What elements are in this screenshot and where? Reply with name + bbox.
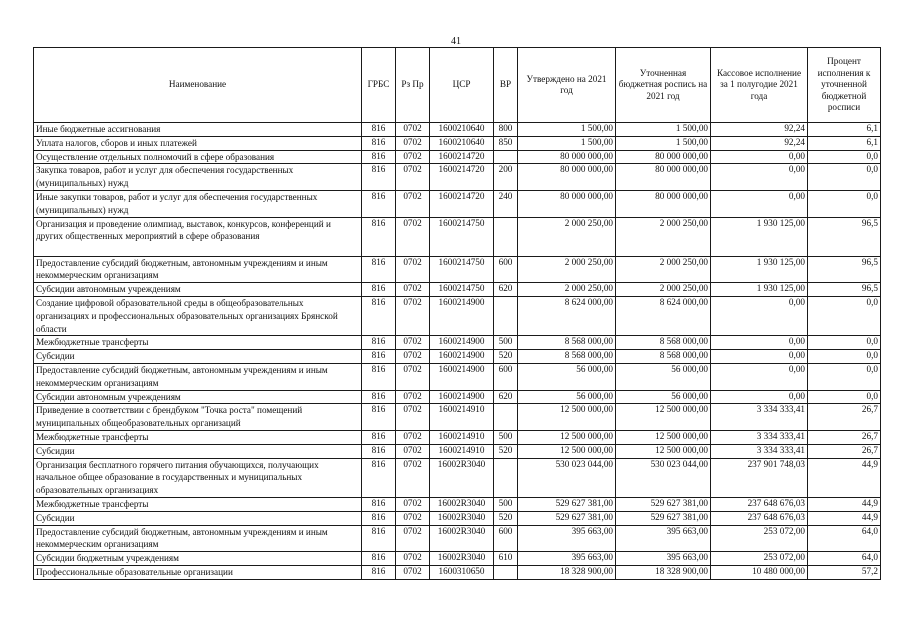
cell-executed: 10 480 000,00: [711, 565, 808, 579]
cell-csr: 16002R3040: [430, 552, 494, 566]
cell-percent: 44,9: [808, 458, 881, 497]
cell-rzpr: 0702: [396, 458, 430, 497]
cell-approved: 80 000 000,00: [518, 164, 616, 191]
cell-executed: 0,00: [711, 390, 808, 404]
cell-percent: 57,2: [808, 565, 881, 579]
cell-csr: 1600214900: [430, 336, 494, 350]
cell-revised: 395 663,00: [616, 552, 711, 566]
cell-percent: 44,9: [808, 511, 881, 525]
cell-executed: 253 072,00: [711, 552, 808, 566]
cell-vr: 520: [494, 350, 518, 364]
cell-csr: 1600214910: [430, 444, 494, 458]
cell-percent: 26,7: [808, 430, 881, 444]
cell-vr: [494, 565, 518, 579]
cell-vr: 620: [494, 390, 518, 404]
cell-rzpr: 0702: [396, 296, 430, 335]
cell-percent: 44,9: [808, 497, 881, 511]
cell-revised: 12 500 000,00: [616, 404, 711, 431]
cell-approved: 395 663,00: [518, 525, 616, 552]
cell-csr: 16002R3040: [430, 458, 494, 497]
cell-grbs: 816: [362, 296, 396, 335]
cell-approved: 12 500 000,00: [518, 430, 616, 444]
cell-csr: 1600210640: [430, 136, 494, 150]
cell-vr: 500: [494, 497, 518, 511]
cell-grbs: 816: [362, 150, 396, 164]
cell-rzpr: 0702: [396, 350, 430, 364]
cell-vr: [494, 217, 518, 256]
cell-percent: 96,5: [808, 283, 881, 297]
cell-grbs: 816: [362, 283, 396, 297]
cell-vr: 600: [494, 525, 518, 552]
cell-name: Приведение в соответствии с брендбуком "Точка роста" помещений муниципальных общеобразовательных организаций: [34, 404, 362, 431]
cell-revised: 8 624 000,00: [616, 296, 711, 335]
cell-csr: 1600310650: [430, 565, 494, 579]
cell-revised: 395 663,00: [616, 525, 711, 552]
cell-percent: 0,0: [808, 190, 881, 217]
table-row: [34, 444, 881, 458]
cell-approved: 2 000 250,00: [518, 217, 616, 256]
cell-name: Межбюджетные трансферты: [34, 430, 362, 444]
cell-approved: 18 328 900,00: [518, 565, 616, 579]
cell-approved: 530 023 044,00: [518, 458, 616, 497]
cell-revised: 56 000,00: [616, 363, 711, 390]
cell-grbs: 816: [362, 123, 396, 137]
cell-rzpr: 0702: [396, 404, 430, 431]
cell-percent: 64,0: [808, 525, 881, 552]
cell-rzpr: 0702: [396, 525, 430, 552]
cell-rzpr: 0702: [396, 363, 430, 390]
cell-executed: 3 334 333,41: [711, 444, 808, 458]
cell-approved: 1 500,00: [518, 123, 616, 137]
cell-vr: 500: [494, 336, 518, 350]
header-revised: Уточненная бюджетная роспись на 2021 год: [616, 48, 711, 123]
cell-csr: 1600214910: [430, 430, 494, 444]
cell-name: Предоставление субсидий бюджетным, автономным учреждениям и иным некоммерческим организациям: [34, 363, 362, 390]
cell-percent: 0,0: [808, 390, 881, 404]
cell-approved: 56 000,00: [518, 390, 616, 404]
cell-rzpr: 0702: [396, 430, 430, 444]
cell-rzpr: 0702: [396, 190, 430, 217]
cell-name: Межбюджетные трансферты: [34, 497, 362, 511]
cell-revised: 530 023 044,00: [616, 458, 711, 497]
cell-revised: 56 000,00: [616, 390, 711, 404]
cell-name: Субсидии: [34, 511, 362, 525]
cell-executed: 237 648 676,03: [711, 511, 808, 525]
table-row: [34, 123, 881, 137]
cell-grbs: 816: [362, 363, 396, 390]
cell-rzpr: 0702: [396, 150, 430, 164]
cell-csr: 1600214720: [430, 190, 494, 217]
cell-name: Субсидии автономным учреждениям: [34, 390, 362, 404]
cell-name: Субсидии: [34, 444, 362, 458]
cell-percent: 26,7: [808, 444, 881, 458]
header-percent: Процент исполнения к уточненной бюджетной росписи: [808, 48, 881, 123]
cell-name: Предоставление субсидий бюджетным, автономным учреждениям и иным некоммерческим организациям: [34, 525, 362, 552]
cell-rzpr: 0702: [396, 136, 430, 150]
cell-csr: 1600210640: [430, 123, 494, 137]
cell-name: Создание цифровой образовательной среды в общеобразовательных организациях и профессиональных образовательных организациях Брянской области: [34, 296, 362, 335]
cell-grbs: 816: [362, 390, 396, 404]
cell-revised: 8 568 000,00: [616, 350, 711, 364]
cell-executed: 0,00: [711, 150, 808, 164]
cell-percent: 0,0: [808, 336, 881, 350]
cell-revised: 12 500 000,00: [616, 430, 711, 444]
cell-name: Организация и проведение олимпиад, выставок, конкурсов, конференций и других общественных мероприятий в сфере образования: [34, 217, 362, 256]
cell-rzpr: 0702: [396, 283, 430, 297]
cell-executed: 3 334 333,41: [711, 430, 808, 444]
table-row: [34, 217, 881, 256]
cell-vr: 800: [494, 123, 518, 137]
cell-executed: 0,00: [711, 336, 808, 350]
cell-vr: 600: [494, 256, 518, 283]
cell-rzpr: 0702: [396, 444, 430, 458]
cell-grbs: 816: [362, 565, 396, 579]
cell-vr: [494, 296, 518, 335]
cell-csr: 16002R3040: [430, 511, 494, 525]
table-row: [34, 164, 881, 191]
cell-grbs: 816: [362, 444, 396, 458]
cell-csr: 16002R3040: [430, 497, 494, 511]
cell-approved: 56 000,00: [518, 363, 616, 390]
cell-csr: 1600214720: [430, 164, 494, 191]
table-row: [34, 336, 881, 350]
cell-percent: 0,0: [808, 150, 881, 164]
cell-csr: 1600214900: [430, 350, 494, 364]
cell-vr: 520: [494, 444, 518, 458]
cell-grbs: 816: [362, 136, 396, 150]
cell-executed: 0,00: [711, 350, 808, 364]
table-row: [34, 390, 881, 404]
cell-rzpr: 0702: [396, 123, 430, 137]
cell-revised: 12 500 000,00: [616, 444, 711, 458]
cell-csr: 1600214750: [430, 217, 494, 256]
cell-name: Осуществление отдельных полномочий в сфере образования: [34, 150, 362, 164]
table-row: [34, 150, 881, 164]
cell-grbs: 816: [362, 497, 396, 511]
header-csr: ЦСР: [430, 48, 494, 123]
cell-executed: 253 072,00: [711, 525, 808, 552]
cell-name: Уплата налогов, сборов и иных платежей: [34, 136, 362, 150]
table-row: [34, 256, 881, 283]
cell-grbs: 816: [362, 217, 396, 256]
cell-approved: 80 000 000,00: [518, 150, 616, 164]
header-approved: Утверждено на 2021 год: [518, 48, 616, 123]
cell-vr: 610: [494, 552, 518, 566]
cell-grbs: 816: [362, 190, 396, 217]
cell-approved: 529 627 381,00: [518, 497, 616, 511]
table-row: [34, 565, 881, 579]
table-row: [34, 283, 881, 297]
header-name: Наименование: [34, 48, 362, 123]
cell-csr: 16002R3040: [430, 525, 494, 552]
cell-name: Закупка товаров, работ и услуг для обеспечения государственных (муниципальных) нужд: [34, 164, 362, 191]
cell-percent: 96,5: [808, 256, 881, 283]
page-number: 41: [451, 36, 461, 47]
cell-grbs: 816: [362, 511, 396, 525]
cell-grbs: 816: [362, 404, 396, 431]
cell-executed: 237 648 676,03: [711, 497, 808, 511]
cell-name: Иные бюджетные ассигнования: [34, 123, 362, 137]
table-row: [34, 525, 881, 552]
table-row: [34, 497, 881, 511]
cell-approved: 12 500 000,00: [518, 404, 616, 431]
cell-revised: 1 500,00: [616, 123, 711, 137]
table-row: [34, 136, 881, 150]
cell-revised: 2 000 250,00: [616, 283, 711, 297]
cell-percent: 6,1: [808, 123, 881, 137]
cell-executed: 0,00: [711, 190, 808, 217]
cell-approved: 8 568 000,00: [518, 336, 616, 350]
table-header-row: [34, 48, 881, 123]
cell-grbs: 816: [362, 525, 396, 552]
cell-csr: 1600214750: [430, 283, 494, 297]
cell-approved: 529 627 381,00: [518, 511, 616, 525]
cell-rzpr: 0702: [396, 164, 430, 191]
cell-rzpr: 0702: [396, 511, 430, 525]
cell-vr: 600: [494, 363, 518, 390]
cell-rzpr: 0702: [396, 217, 430, 256]
cell-approved: 80 000 000,00: [518, 190, 616, 217]
cell-rzpr: 0702: [396, 497, 430, 511]
cell-name: Межбюджетные трансферты: [34, 336, 362, 350]
table-row: [34, 363, 881, 390]
table-row: [34, 296, 881, 335]
cell-grbs: 816: [362, 350, 396, 364]
cell-percent: 26,7: [808, 404, 881, 431]
cell-revised: 1 500,00: [616, 136, 711, 150]
cell-grbs: 816: [362, 256, 396, 283]
cell-revised: 80 000 000,00: [616, 190, 711, 217]
header-executed: Кассовое исполнение за 1 полугодие 2021 года: [711, 48, 808, 123]
cell-csr: 1600214910: [430, 404, 494, 431]
table-row: [34, 511, 881, 525]
header-grbs: ГРБС: [362, 48, 396, 123]
cell-csr: 1600214900: [430, 363, 494, 390]
cell-revised: 18 328 900,00: [616, 565, 711, 579]
table-row: [34, 430, 881, 444]
cell-executed: 92,24: [711, 123, 808, 137]
cell-percent: 96,5: [808, 217, 881, 256]
cell-executed: 3 334 333,41: [711, 404, 808, 431]
budget-execution-table: [33, 47, 881, 580]
cell-percent: 0,0: [808, 296, 881, 335]
cell-name: Субсидии бюджетным учреждениям: [34, 552, 362, 566]
header-rzpr: Рз Пр: [396, 48, 430, 123]
cell-executed: 0,00: [711, 363, 808, 390]
cell-executed: 0,00: [711, 164, 808, 191]
cell-percent: 64,0: [808, 552, 881, 566]
cell-rzpr: 0702: [396, 336, 430, 350]
cell-executed: 1 930 125,00: [711, 283, 808, 297]
cell-executed: 1 930 125,00: [711, 217, 808, 256]
cell-approved: 2 000 250,00: [518, 283, 616, 297]
cell-vr: 500: [494, 430, 518, 444]
cell-grbs: 816: [362, 164, 396, 191]
cell-grbs: 816: [362, 552, 396, 566]
cell-revised: 2 000 250,00: [616, 217, 711, 256]
cell-name: Профессиональные образовательные организации: [34, 565, 362, 579]
cell-grbs: 816: [362, 430, 396, 444]
cell-grbs: 816: [362, 336, 396, 350]
cell-grbs: 816: [362, 458, 396, 497]
cell-vr: 620: [494, 283, 518, 297]
cell-revised: 80 000 000,00: [616, 150, 711, 164]
cell-approved: 8 568 000,00: [518, 350, 616, 364]
cell-vr: [494, 404, 518, 431]
cell-revised: 80 000 000,00: [616, 164, 711, 191]
cell-percent: 0,0: [808, 164, 881, 191]
cell-percent: 0,0: [808, 363, 881, 390]
cell-approved: 8 624 000,00: [518, 296, 616, 335]
cell-name: Субсидии автономным учреждениям: [34, 283, 362, 297]
cell-vr: 850: [494, 136, 518, 150]
cell-csr: 1600214750: [430, 256, 494, 283]
table-body: [34, 123, 881, 580]
cell-vr: [494, 458, 518, 497]
cell-approved: 2 000 250,00: [518, 256, 616, 283]
cell-executed: 0,00: [711, 296, 808, 335]
cell-percent: 0,0: [808, 350, 881, 364]
cell-revised: 8 568 000,00: [616, 336, 711, 350]
cell-name: Субсидии: [34, 350, 362, 364]
header-vr: ВР: [494, 48, 518, 123]
table-row: [34, 404, 881, 431]
cell-approved: 1 500,00: [518, 136, 616, 150]
cell-executed: 1 930 125,00: [711, 256, 808, 283]
cell-approved: 12 500 000,00: [518, 444, 616, 458]
cell-approved: 395 663,00: [518, 552, 616, 566]
cell-csr: 1600214900: [430, 296, 494, 335]
cell-csr: 1600214720: [430, 150, 494, 164]
cell-name: Предоставление субсидий бюджетным, автономным учреждениям и иным некоммерческим организациям: [34, 256, 362, 283]
cell-vr: 240: [494, 190, 518, 217]
table-row: [34, 458, 881, 497]
cell-executed: 92,24: [711, 136, 808, 150]
table-row: [34, 190, 881, 217]
cell-rzpr: 0702: [396, 552, 430, 566]
cell-vr: [494, 150, 518, 164]
cell-revised: 529 627 381,00: [616, 497, 711, 511]
table-row: [34, 552, 881, 566]
table-row: [34, 350, 881, 364]
cell-rzpr: 0702: [396, 565, 430, 579]
cell-revised: 529 627 381,00: [616, 511, 711, 525]
cell-percent: 6,1: [808, 136, 881, 150]
cell-name: Организация бесплатного горячего питания обучающихся, получающих начальное общее образование в государственных и муниципальных образовательных организациях: [34, 458, 362, 497]
cell-csr: 1600214900: [430, 390, 494, 404]
cell-rzpr: 0702: [396, 390, 430, 404]
cell-vr: 520: [494, 511, 518, 525]
cell-name: Иные закупки товаров, работ и услуг для обеспечения государственных (муниципальных) нужд: [34, 190, 362, 217]
cell-executed: 237 901 748,03: [711, 458, 808, 497]
cell-rzpr: 0702: [396, 256, 430, 283]
cell-vr: 200: [494, 164, 518, 191]
cell-revised: 2 000 250,00: [616, 256, 711, 283]
